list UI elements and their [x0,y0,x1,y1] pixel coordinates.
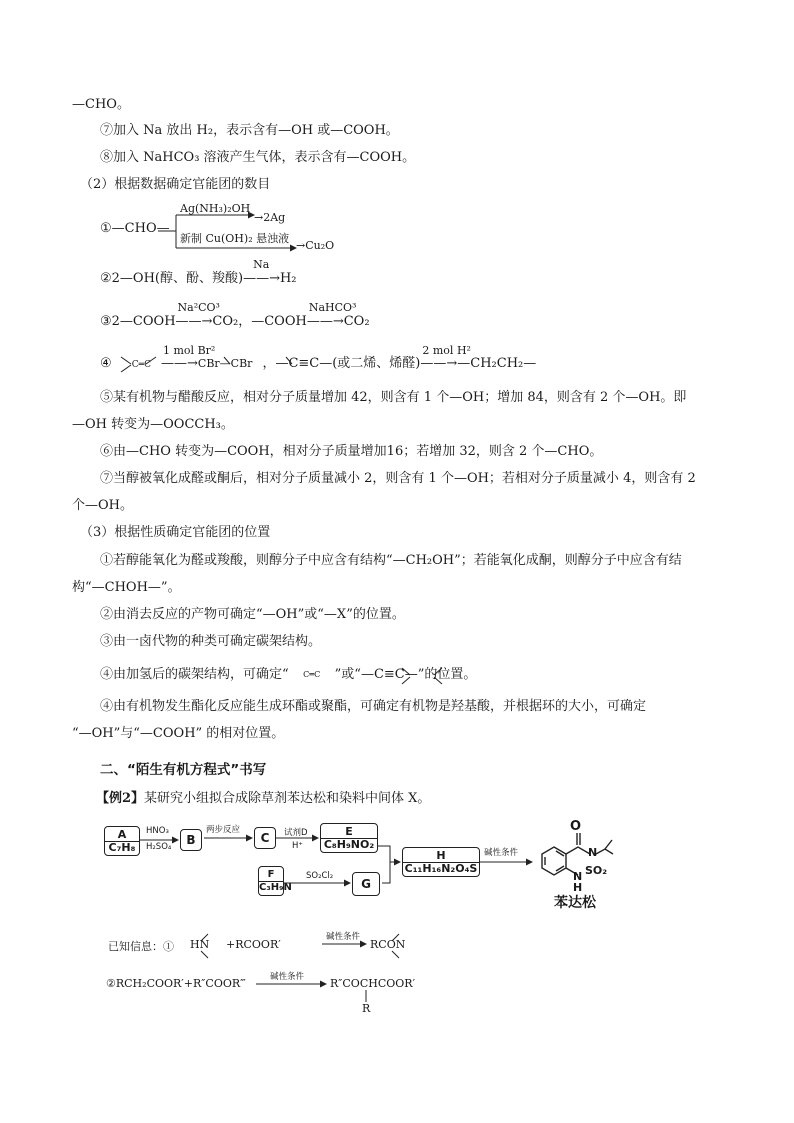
text-line: ④由有机物发生酯化反应能生成环酯或聚酯，可确定有机物是羟基酸，并根据环的大小，可确定 [100,699,647,714]
text-line: ⑦加入 Na 放出 H₂，表示含有—OH 或—COOH。 [100,123,399,138]
reagent-label: HNO₃ [146,826,169,836]
text-line: ①若醇能氧化为醛或羧酸，则醇分子中应含有结构“—CH₂OH”；若能氧化成酮，则醇分子中应含有结 [100,553,682,568]
compound-formula: C₃H₉N [259,882,292,893]
text-line: ②由消去反应的产物可确定“—OH”或“—X”的位置。 [100,607,405,622]
formula-cc: C═C [131,360,151,370]
text-line: —OH 转变为—OOCCH₃。 [72,417,234,432]
product-name: 苯达松 [554,895,596,911]
formula-aldehyde-label: ①—CHO— [100,221,170,236]
formula-condition: Na [253,258,270,271]
compound-formula: C₈H₉NO₂ [323,838,375,851]
atom-label: N [588,846,598,859]
compound-F-box [258,866,292,896]
reagent-label: 碱性条件 [326,932,361,942]
atom-label: N [573,870,583,883]
compound-E-box [320,823,378,853]
heading-section-2: 二、“陌生有机方程式”书写 [100,762,267,778]
formula-arrow: ——→CO₂ [306,314,370,329]
compound-formula: C₁₁H₁₆N₂O₄S [404,862,478,875]
formula-reagent-top: Ag(NH₃)₂OH [180,202,251,215]
formula-product-bottom: →Cu₂O [296,239,335,252]
text-line: ⑦当醇被氧化成醛或酮后，相对分子质量减小 2，则含有 1 个—OH；若相对分子质量减小 4，则含有 2 [100,471,696,486]
formula-left: ②2—OH(醇、酚、羧酸) [100,271,244,286]
formula-condition: 1 mol Br² [163,344,216,357]
reagent-label: 试剂D [284,828,308,838]
formula-label: ④ [100,356,112,371]
formula-product-top: →2Ag [254,211,286,224]
compound-C-box: C [254,827,276,849]
compound-label: A [105,829,139,842]
formula-product: CBr—CBr [197,357,253,370]
known-label: 已知信息：① [108,940,174,953]
example-tag: 【例2】 [96,791,145,806]
atom-label: O [570,819,582,834]
text-fragment: ”或“—C≡C—”的位置。 [334,667,477,682]
example-text: 某研究小组拟合成除草剂苯达松和染料中间体 X。 [144,791,431,806]
compound-label: E [321,826,377,839]
formula-condition: 2 mol H² [422,344,471,357]
compound-label: F [259,869,283,882]
text-line: ⑥由—CHO 转变为—COOH，相对分子质量增加16；若增加 32，则含 2 个—CHO。 [100,444,603,459]
formula-condition: Na²CO³ [177,301,220,314]
formula-middle: ，—C≡C—(或二烯、烯醛) [262,356,421,371]
known-product: R″COCHCOOR′ [330,977,416,990]
formula-reagent-bottom: 新制 Cu(OH)₂ 悬浊液 [180,232,290,245]
reagent-label: H⁺ [292,841,303,851]
atom-label: SO₂ [585,864,608,877]
formula-arrow: ——→ [161,356,198,371]
text-line: —CHO。 [72,97,130,112]
reagent-label: 碱性条件 [484,848,519,858]
reagent-label: H₂SO₄ [146,842,172,852]
known-substituent: R [362,1002,371,1015]
text-line: ③由一卤代物的种类可确定碳架结构。 [100,634,322,649]
atom-label: H [573,881,583,894]
text-line: ⑤某有机物与醋酸反应，相对分子质量增加 42，则含有 1 个—OH；增加 84，则含有 2 个—OH。即 [100,390,687,405]
cc-structure: C═C [303,670,321,679]
reagent-label: 碱性条件 [270,972,305,982]
text-fragment: ④由加氢后的碳架结构，可确定“ [100,667,289,682]
text-line: “—OH”与“—COOH” 的相对位置。 [72,726,285,741]
formula-arrow: ——→CO₂，—COOH [175,314,307,329]
compound-G-box: G [352,872,380,896]
formula-arrow: ——→H₂ [243,271,297,286]
formula-condition: NaHCO³ [308,301,357,314]
known-product: RCON [370,938,406,951]
known-reactant: ②RCH₂COOR′+R″COOR‴ [106,977,246,990]
text-line: 个—OH。 [72,498,133,513]
known-reactant: +RCOOR′ [226,938,281,951]
section-heading: （3）根据性质确定官能团的位置 [80,525,271,540]
known-reactant: HN [190,938,210,951]
text-line: ⑧加入 NaHCO₃ 溶液产生气体，表示含有—COOH。 [100,150,416,165]
compound-H-box [402,847,480,877]
formula-left: ③2—COOH [100,314,176,329]
text-line: 构“—CHOH—”。 [72,580,181,595]
compound-formula: C₇H₈ [108,841,136,854]
formula-arrow: ——→—CH₂CH₂— [420,356,537,371]
reagent-label: SO₂Cl₂ [306,871,334,881]
section-heading: （2）根据数据确定官能团的数目 [80,177,271,192]
compound-label: H [403,850,479,863]
reagent-label: 两步反应 [206,825,241,835]
compound-B-box: B [180,829,202,851]
compound-A-box [104,826,140,856]
